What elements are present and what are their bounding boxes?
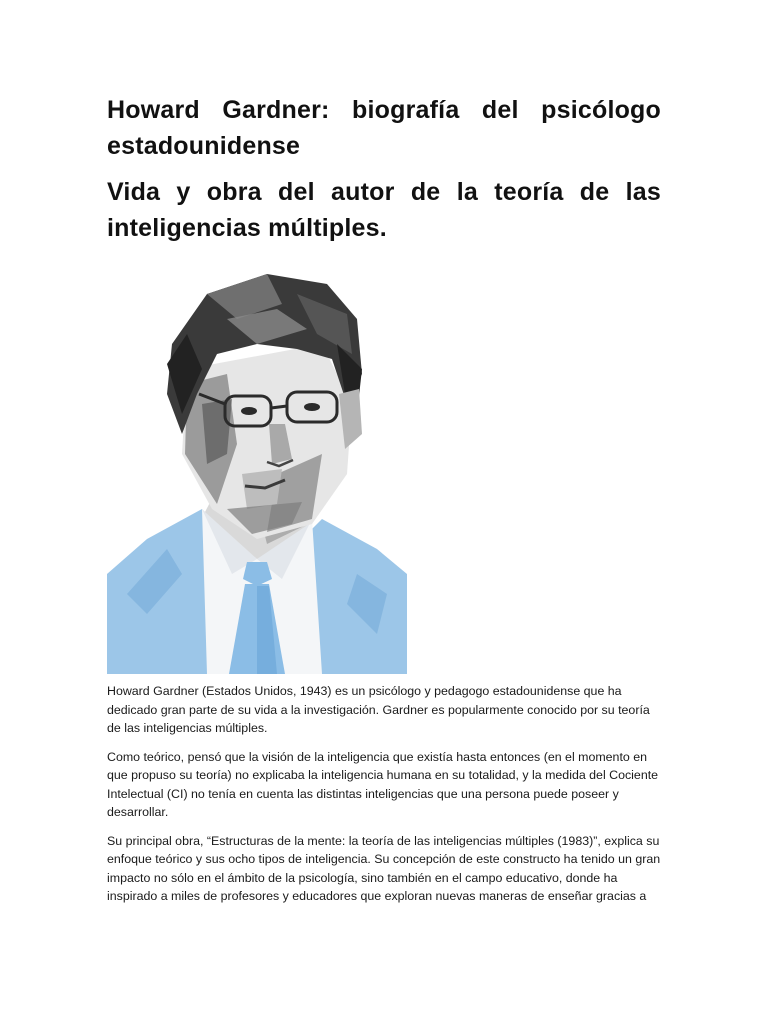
document-content	[107, 92, 661, 916]
paragraph-3: Su principal obra, “Estructuras de la mente: la teoría de las inteligencias múltiples (1983)”, explica su enfoque teórico y sus ocho tipos de inteligencia. Su concepción de este constructo ha tenido un gran impacto no sólo en el ámbito de la psicología, sino también en el campo educativo, donde ha inspirado a miles de profesores y educadores que exploran nuevas maneras de enseñar gracias a	[107, 833, 661, 903]
paragraph-2: Como teórico, pensó que la visión de la inteligencia que existía hasta entonces (en el momento en que propuso su teoría) no explicaba la inteligencia humana en su totalidad, y la medida del Cociente Intelectual (CI) no tenía en cuenta las distintas inteligencias que una persona puede poseer y desarrollar.	[107, 749, 659, 819]
portrait-drawing	[107, 274, 407, 674]
portrait-illustration	[107, 274, 407, 674]
paragraph-1: Howard Gardner (Estados Unidos, 1943) es un psicólogo y pedagogo estadounidense que ha dedicado gran parte de su vida a la investigación. Gardner es popularmente conocido por su teoría de las inteligencias múltiples.	[107, 684, 650, 735]
document-subtitle: Vida y obra del autor de la teoría de las inteligencias múltiples.	[107, 178, 661, 242]
document-title: Howard Gardner: biografía del psicólogo estadounidense	[107, 96, 661, 160]
